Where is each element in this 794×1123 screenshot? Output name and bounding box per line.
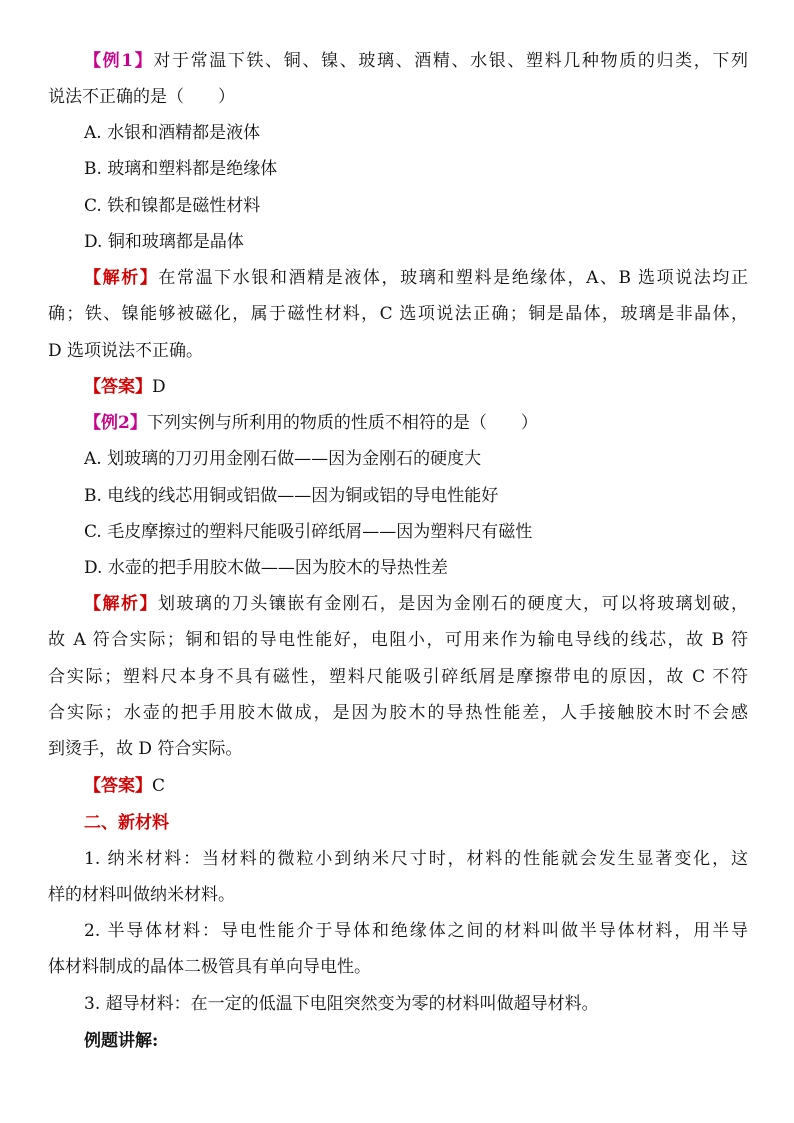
example-1-tag: 【例1】 (84, 51, 154, 71)
example-2-analysis-line-4: 合实际；水壶的把手用胶木做成，是因为胶木的导热性能差，人手接触胶木时不会感 (48, 703, 748, 723)
example-1-analysis-tag: 【解析】 (84, 268, 159, 288)
example-1-option-c: C. 铁和镍都是磁性材料 (84, 196, 261, 216)
item-1-line-2: 样的材料叫做纳米材料。 (48, 885, 235, 905)
item-3-line-1: 3. 超导材料：在一定的低温下电阻突然变为零的材料叫做超导材料。 (84, 994, 599, 1014)
example-2-question: 【例2】下列实例与所利用的物质的性质不相符的是（ ） (84, 413, 538, 433)
example-1-option-a: A. 水银和酒精都是液体 (84, 123, 261, 143)
item-2-line-2: 体材料制成的晶体二极管具有单向导电性。 (48, 957, 371, 977)
examples-heading: 例题讲解: (84, 1031, 159, 1051)
example-2-answer-tag: 【答案】 (84, 776, 152, 796)
example-2-analysis-line-1: 【解析】划玻璃的刀头镶嵌有金刚石，是因为金刚石的硬度大，可以将玻璃划破， (84, 594, 749, 614)
example-2-analysis-line-3: 合实际；塑料尺本身不具有磁性，塑料尺能吸引碎纸屑是摩擦带电的原因，故 C 不符 (48, 667, 748, 687)
example-2-analysis-line-2: 故 A 符合实际；铜和铝的导电性能好，电阻小，可用来作为输电导线的线芯，故 B 符 (48, 630, 748, 650)
example-2-option-d: D. 水壶的把手用胶木做——因为胶木的导热性差 (84, 558, 448, 578)
example-1-question-line-1: 【例1】对于常温下铁、铜、镍、玻璃、酒精、水银、塑料几种物质的归类，下列 (84, 51, 748, 71)
example-1-option-d: D. 铜和玻璃都是晶体 (84, 232, 244, 252)
example-1-question-line-2: 说法不正确的是（ ） (48, 87, 235, 107)
section-heading: 二、新材料 (84, 813, 169, 833)
example-1-answer-tag: 【答案】 (84, 377, 152, 397)
example-1-analysis-line-2: 确；铁、镍能够被磁化，属于磁性材料，C 选项说法正确；铜是晶体，玻璃是非晶体， (48, 304, 748, 324)
example-2-option-a: A. 划玻璃的刀刃用金刚石做——因为金刚石的硬度大 (84, 449, 482, 469)
item-2-line-1: 2. 半导体材料：导电性能介于导体和绝缘体之间的材料叫做半导体材料，用半导 (84, 921, 748, 941)
example-2-option-c: C. 毛皮摩擦过的塑料尺能吸引碎纸屑——因为塑料尺有磁性 (84, 522, 533, 542)
example-1-analysis-line-3: D 选项说法不正确。 (48, 341, 204, 361)
example-1-answer: 【答案】D (84, 377, 166, 397)
example-2-answer: 【答案】C (84, 776, 166, 796)
example-1-option-b: B. 玻璃和塑料都是绝缘体 (84, 159, 278, 179)
example-2-tag: 【例2】 (84, 413, 147, 433)
item-1-line-1: 1. 纳米材料：当材料的微粒小到纳米尺寸时，材料的性能就会发生显著变化，这 (84, 849, 748, 869)
example-2-analysis-line-5: 到烫手，故 D 符合实际。 (48, 739, 243, 759)
example-2-analysis-tag: 【解析】 (84, 594, 158, 614)
example-2-option-b: B. 电线的线芯用铜或铝做——因为铜或铝的导电性能好 (84, 486, 499, 506)
example-1-analysis-line-1: 【解析】在常温下水银和酒精是液体，玻璃和塑料是绝缘体，A、B 选项说法均正 (84, 268, 748, 288)
